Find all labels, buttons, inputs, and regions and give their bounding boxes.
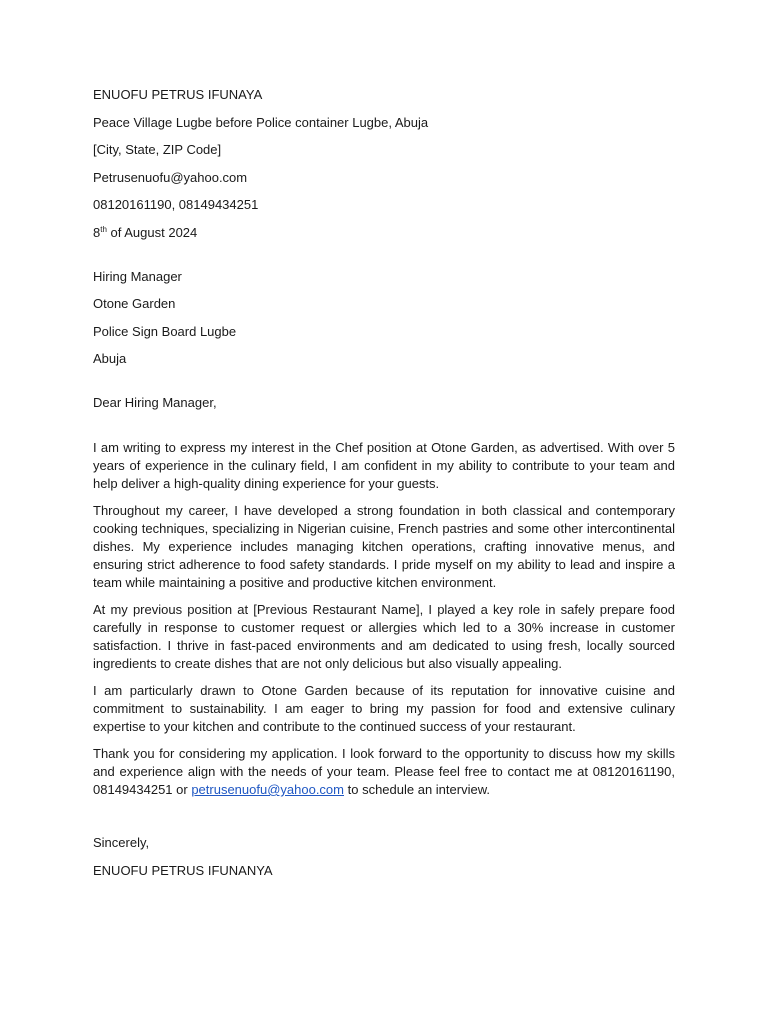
- email-link[interactable]: petrusenuofu@yahoo.com: [191, 782, 344, 797]
- recipient-city: Abuja: [93, 351, 127, 366]
- body-paragraph-2: Throughout my career, I have developed a strong foundation in both classical and contemporary cooking techniques, specializing in Nigerian cuisine, French pastries and some other intercontinental dishes. My experience includes managing kitchen operations, crafting innovative menus, and ensuring strict adherence to food safety standards. I pride myself on my ability to lead and inspire a team while maintaining a positive and productive kitchen environment.: [93, 503, 675, 590]
- recipient-title: Hiring Manager: [93, 268, 182, 284]
- letter-content: [93, 86, 675, 889]
- body-paragraph-3: At my previous position at [Previous Restaurant Name], I played a key role in safely prepare food carefully in response to customer request or allergies which led to a 30% increase in customer satisfaction. I thrive in fast-paced environments and am dedicated to using fresh, locally sourced ingredients to create dishes that are not only delicious but also visually appealing.: [93, 602, 675, 671]
- date-day: 8: [93, 224, 101, 240]
- sender-address-line2: [City, State, ZIP Code]: [93, 142, 222, 157]
- recipient-company: Otone Garden: [93, 296, 176, 311]
- body-paragraph-1: I am writing to express my interest in the Chef position at Otone Garden, as advertised. With over 5 years of experience in the culinary field, I am confident in my ability to contribute to your team and help deliver a high-quality dining experience for your guests.: [93, 440, 675, 491]
- sender-address-line1: Peace Village Lugbe before Police container Lugbe, Abuja: [93, 114, 429, 130]
- date-rest: of August 2024: [106, 224, 198, 240]
- body-paragraph-4: I am particularly drawn to Otone Garden because of its reputation for innovative cuisine and commitment to sustainability. I am eager to bring my passion for food and extensive culinary expertise to your kitchen and contribute to the continued success of your restaurant.: [93, 683, 675, 734]
- sender-name: ENUOFU PETRUS IFUNAYA: [93, 87, 263, 102]
- paragraph-5-text: Thank you for considering my application. I look forward to the opportunity to discuss how my skills and experience align with the needs of your team. Please feel free to contact me at 08120161190, 08149434251 or: [93, 746, 675, 797]
- salutation: Dear Hiring Manager,: [93, 395, 217, 410]
- signature: ENUOFU PETRUS IFUNANYA: [93, 862, 273, 878]
- sender-phones: 08120161190, 08149434251: [93, 197, 259, 212]
- date-suffix: th: [100, 224, 107, 234]
- sender-email: Petrusenuofu@yahoo.com: [93, 169, 248, 185]
- paragraph-5-tail: to schedule an interview.: [344, 782, 490, 797]
- body-paragraph-5: [93, 745, 675, 799]
- letter-date: [93, 224, 675, 242]
- closing: Sincerely,: [93, 835, 150, 850]
- recipient-street: Police Sign Board Lugbe: [93, 323, 237, 339]
